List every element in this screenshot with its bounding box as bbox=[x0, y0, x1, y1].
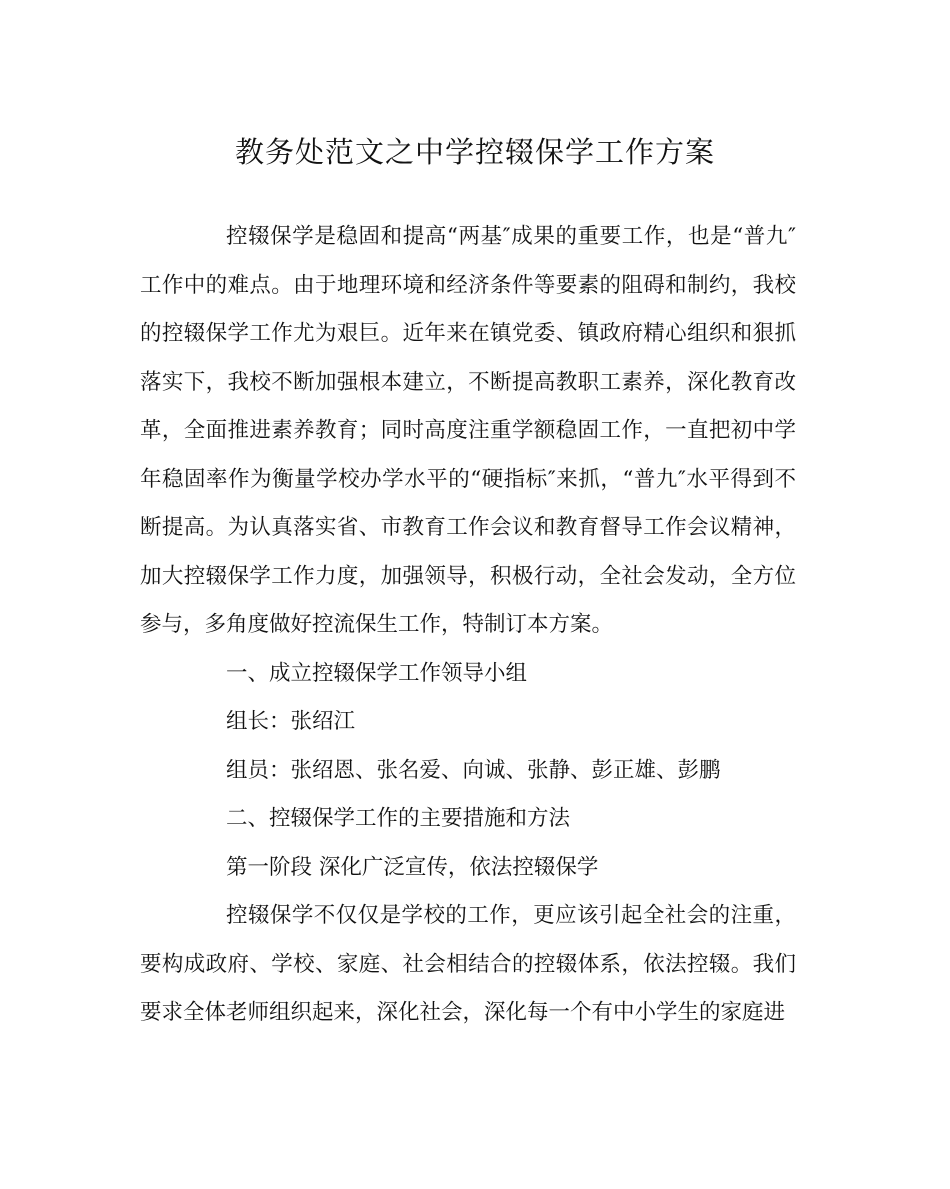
document-body bbox=[140, 213, 796, 1038]
stage-one-paragraph: 控辍保学不仅仅是学校的工作，更应该引起全社会的注重，要构成政府、学校、家庭、社会相结合的控辍体系，依法控辍。我们要求全体老师组织起来，深化社会，深化每一个有中小学生的家庭进 bbox=[140, 903, 796, 1025]
section-one-heading: 一、成立控辍保学工作领导小组 bbox=[226, 660, 528, 686]
section-two-heading: 二、控辍保学工作的主要措施和方法 bbox=[226, 806, 571, 831]
leader-line: 组长：张绍江 bbox=[226, 709, 356, 734]
intro-paragraph: 控辍保学是稳固和提高“两基″成果的重要工作，也是“普九″工作中的难点。由于地理环境和经济条件等要素的阻碍和制约，我校的控辍保学工作尤为艰巨。近年来在镇党委、镇政府精心组织和狠抓落实下，我校不断加强根本建立，不断提高教职工素养，深化教育改革，全面推进素养教育；同时高度注重学额稳固工作，一直把初中学年稳固率作为衡量学校办学水平的“硬指标″来抓，“普九″水平得到不断提高。为认真落实省、市教育工作会议和教育督导工作会议精神，加大控辍保学工作力度，加强领导，积极行动，全社会发动，全方位参与，多角度做好控流保生工作，特制订本方案。 bbox=[140, 224, 796, 637]
members-line: 组员：张绍恩、张名爱、向诚、张静、彭正雄、彭鹏 bbox=[226, 757, 721, 783]
document-title: 教务处范文之中学控辍保学工作方案 bbox=[234, 135, 715, 169]
stage-one-heading: 第一阶段 深化广泛宣传，依法控辍保学 bbox=[226, 854, 599, 880]
